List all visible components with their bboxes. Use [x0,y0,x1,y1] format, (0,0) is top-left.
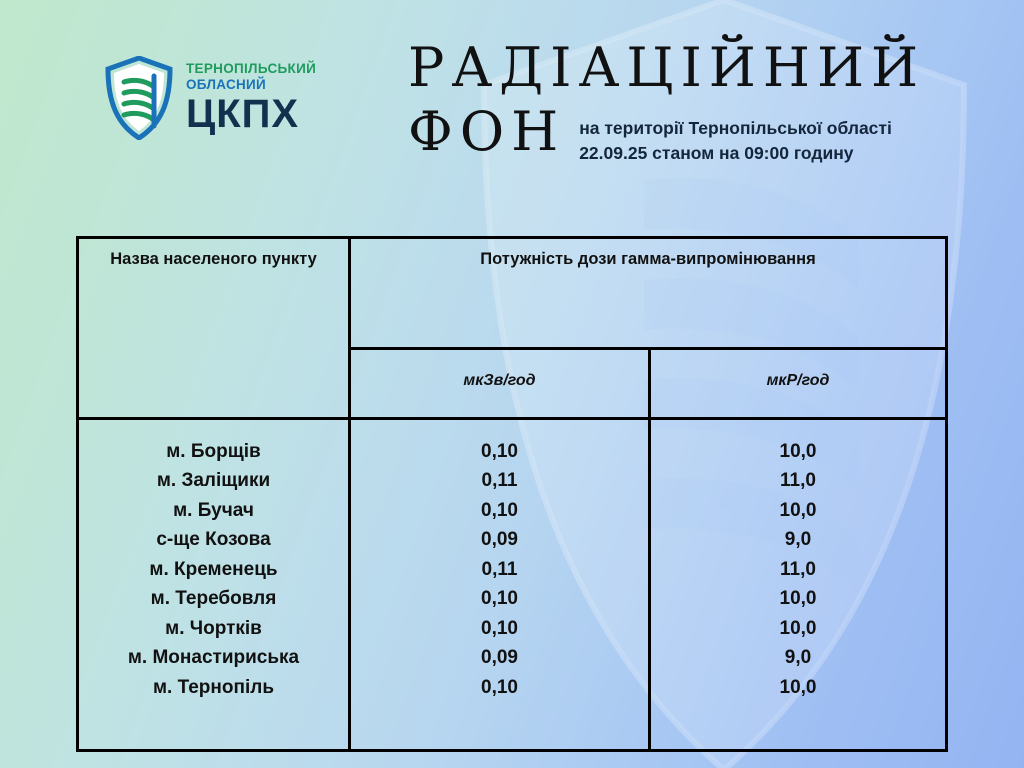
usv-value: 0,10 [481,676,518,698]
header-cell-settlement: Назва населеного пункту [78,238,350,419]
usv-value: 0,09 [481,647,518,669]
shield-logo-icon [104,56,174,140]
title-second-row [408,99,1008,167]
ur-value: 10,0 [779,440,817,462]
usv-value-list [351,420,648,708]
ur-value: 10,0 [779,588,817,610]
unit-cell-ur: мкР/год [650,348,947,418]
unit-cell-usv: мкЗв/год [350,348,650,418]
usv-value: 0,09 [481,529,518,551]
logo-line-2: ОБЛАСНИЙ [186,76,267,92]
usv-value: 0,10 [481,617,518,639]
ur-value: 11,0 [780,558,816,580]
ur-column [650,418,947,750]
logo-line-1: ТЕРНОПІЛЬСЬКИЙ [186,61,317,77]
radiation-table-container [76,236,948,752]
usv-value: 0,10 [481,499,518,521]
usv-value: 0,10 [481,440,518,462]
logo-abbreviation: ЦКПХ [186,91,300,136]
usv-column [350,418,650,750]
usv-value: 0,11 [481,470,518,492]
settlement-name: м. Заліщики [156,470,271,492]
usv-value: 0,11 [481,558,518,580]
poster-subtitle: на території Тернопільської області 22.09.25 станом на 09:00 годину [579,117,892,163]
settlement-name: м. Чортків [165,617,262,639]
ur-value: 9,0 [784,529,812,551]
ur-value: 10,0 [779,676,817,698]
ur-value: 10,0 [779,499,817,521]
settlement-name: м. Монастириська [127,647,300,669]
settlement-name: м. Тернопіль [152,676,275,698]
ur-value: 10,0 [779,617,817,639]
ur-value: 11,0 [780,470,816,492]
settlement-name: м. Бучач [173,499,254,521]
logo-text-block [186,61,317,136]
settlement-column [78,418,350,750]
ur-value-list [651,420,945,708]
table-data-row [78,418,947,750]
ur-value: 9,0 [784,647,812,669]
settlement-name: м. Борщів [166,440,261,462]
header-cell-dose-rate: Потужність дози гамма-випромінювання [350,238,947,349]
usv-value: 0,10 [481,588,518,610]
radiation-table [76,236,948,752]
poster-title-line-2: ФОН [408,99,566,163]
poster-title-line-1: РАДІАЦІЙНИЙ [408,36,926,99]
settlement-name: с-ще Козова [156,529,271,551]
settlement-name: м. Кременець [149,558,278,580]
header-block [408,34,1008,166]
settlement-list [79,420,348,708]
settlement-name: м. Теребовля [150,588,277,610]
organization-logo [104,56,316,140]
table-header-row [78,238,947,349]
